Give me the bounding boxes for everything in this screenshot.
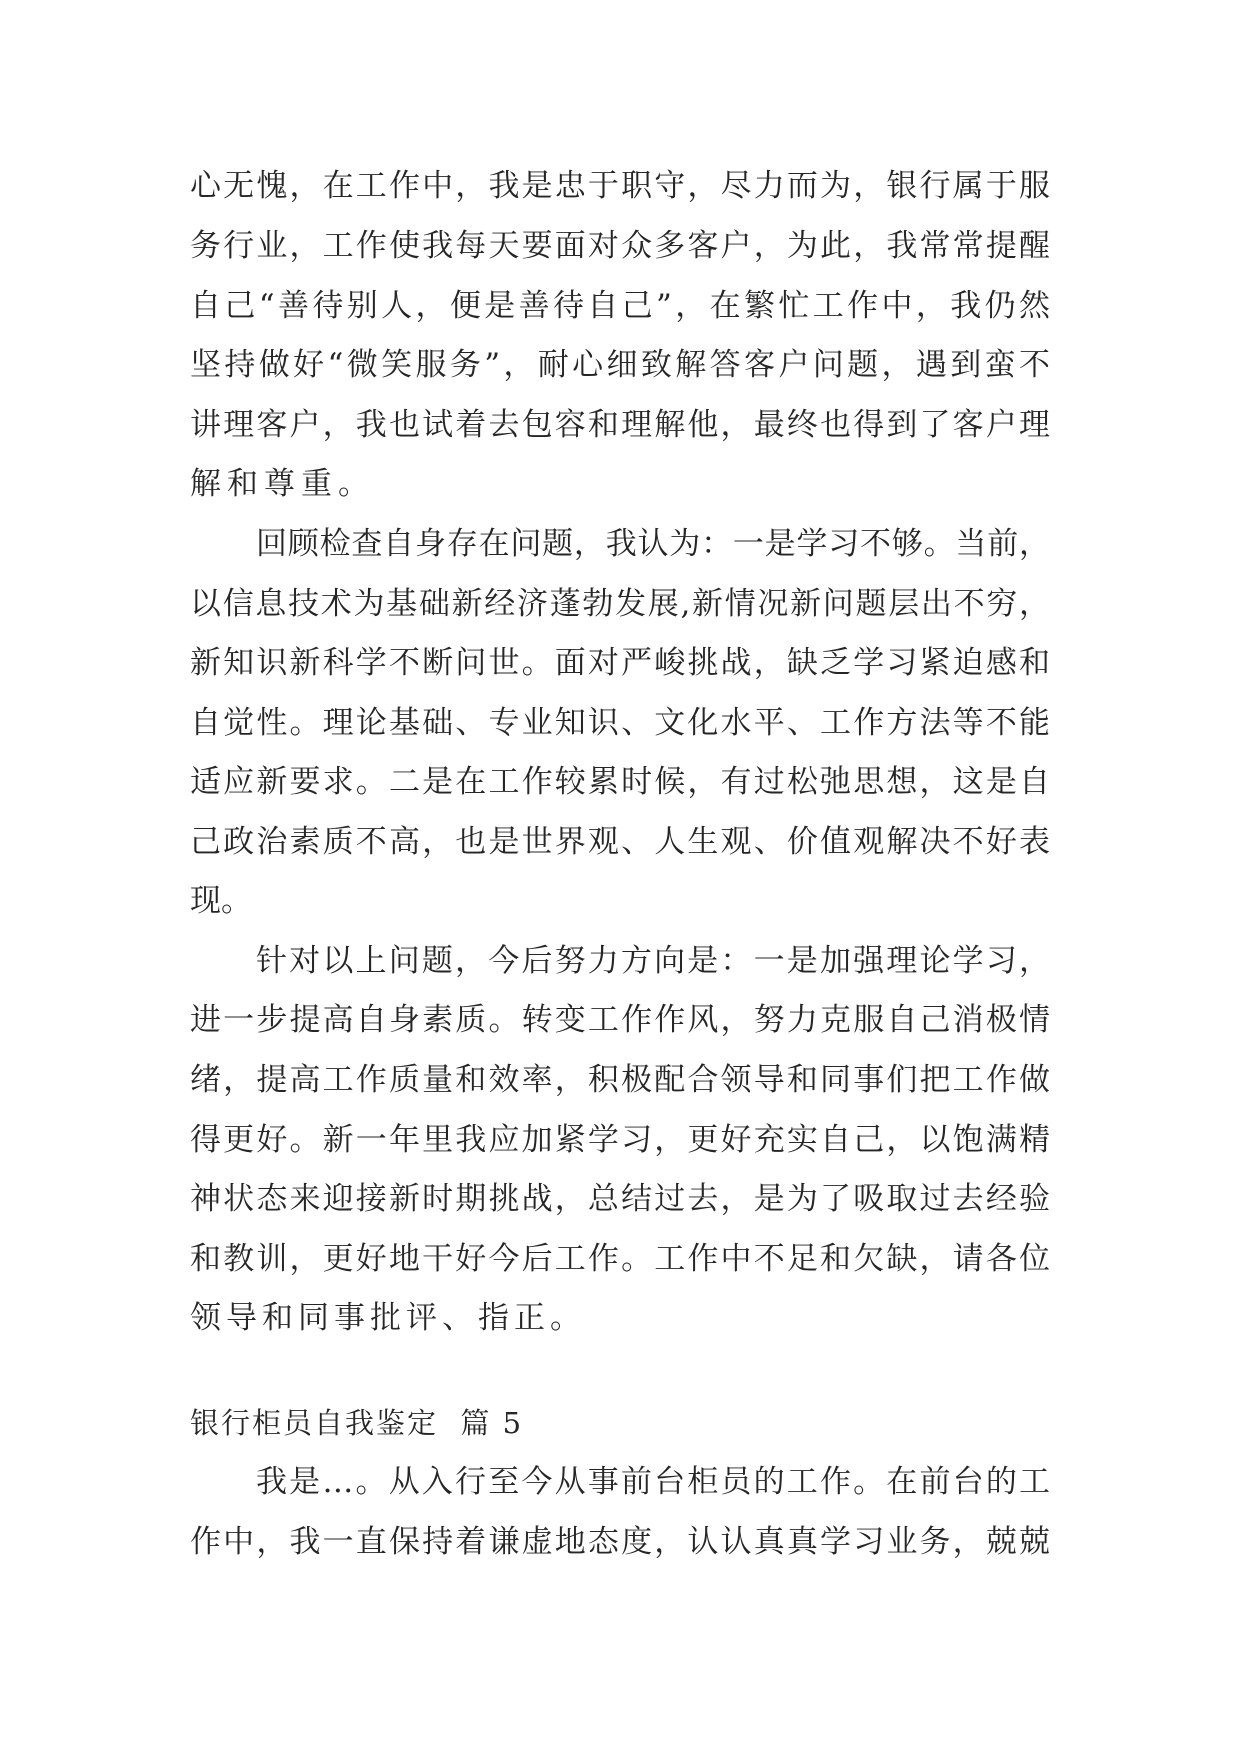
text-line: 以信息技术为基础新经济蓬勃发展,新情况新问题层出不穷， xyxy=(190,586,1050,622)
text-line: 自己“善待别人，便是善待自己”，在繁忙工作中，我仍然 xyxy=(190,288,1050,324)
text-line: 进一步提高自身素质。转变工作作风，努力克服自己消极情 xyxy=(190,1002,1050,1038)
text-line: 自觉性。理论基础、专业知识、文化水平、工作方法等不能 xyxy=(190,705,1050,741)
text-line: 务行业，工作使我每天要面对众多客户，为此，我常常提醒 xyxy=(190,228,1050,264)
paragraph-first-line: 回顾检查自身存在问题，我认为：一是学习不够。当前， xyxy=(256,526,1050,562)
text-line: 得更好。新一年里我应加紧学习，更好充实自己，以饱满精 xyxy=(190,1122,1050,1158)
text-line: 神状态来迎接新时期挑战，总结过去，是为了吸取过去经验 xyxy=(190,1181,1050,1217)
text-line: 领导和同事批评、指正。 xyxy=(190,1300,586,1336)
text-line: 新知识新科学不断问世。面对严峻挑战，缺乏学习紧迫感和 xyxy=(190,645,1050,681)
text-line: 和教训，更好地干好今后工作。工作中不足和欠缺，请各位 xyxy=(190,1241,1050,1277)
text-line: 作中，我一直保持着谦虚地态度，认认真真学习业务，兢兢 xyxy=(190,1524,1050,1560)
text-line: 绪，提高工作质量和效率，积极配合领导和同事们把工作做 xyxy=(190,1062,1050,1098)
paragraph-first-line: 针对以上问题，今后努力方向是：一是加强理论学习， xyxy=(256,943,1050,979)
text-line: 坚持做好“微笑服务”，耐心细致解答客户问题，遇到蛮不 xyxy=(190,347,1050,383)
text-line: 解和尊重。 xyxy=(190,466,375,502)
text-line: 适应新要求。二是在工作较累时候，有过松弛思想，这是自 xyxy=(190,764,1050,800)
section-heading: 银行柜员自我鉴定 篇 5 xyxy=(190,1406,524,1440)
paragraph-first-line: 我是…。从入行至今从事前台柜员的工作。在前台的工 xyxy=(256,1464,1050,1500)
text-line: 心无愧，在工作中，我是忠于职守，尽力而为，银行属于服 xyxy=(190,168,1050,204)
text-line: 讲理客户，我也试着去包容和理解他，最终也得到了客户理 xyxy=(190,407,1050,443)
text-line: 现。 xyxy=(190,883,252,919)
text-line: 己政治素质不高，也是世界观、人生观、价值观解决不好表 xyxy=(190,824,1050,860)
